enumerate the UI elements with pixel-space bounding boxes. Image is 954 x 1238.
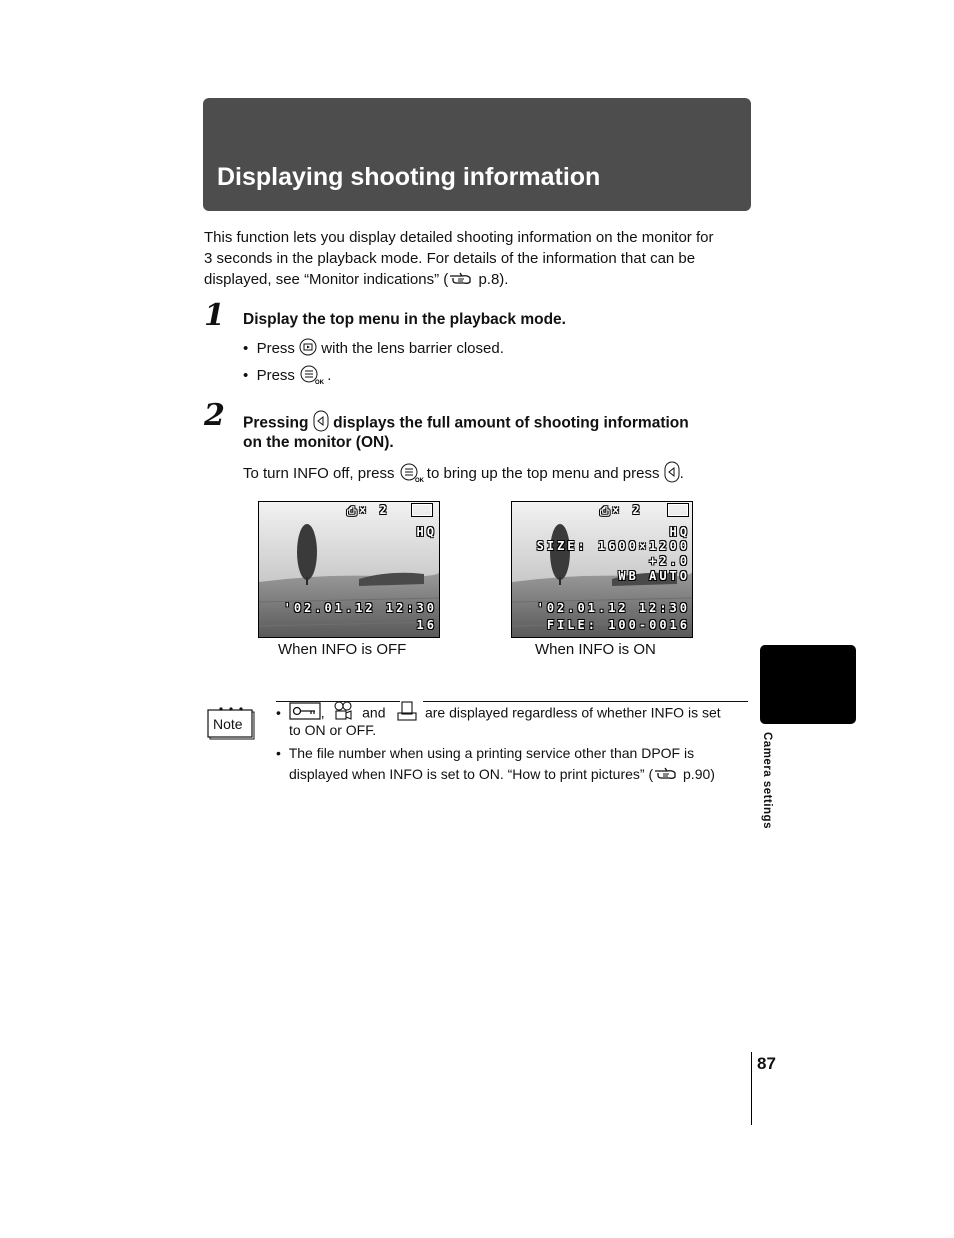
print-order-icon xyxy=(397,700,417,728)
intro-line-3: displayed, see “Monitor indications” ( p.8). xyxy=(204,269,754,291)
intro-line-1: This function lets you display detailed shooting information on the monitor for xyxy=(204,229,714,246)
white-balance: WB AUTO xyxy=(618,569,690,583)
svg-text:OK: OK xyxy=(315,380,325,386)
intro-line-2: 3 seconds in the playback mode. For details of the information that can be xyxy=(204,250,696,267)
left-arrow-button-icon xyxy=(664,461,680,487)
image-size: SIZE: 1600×1200 xyxy=(536,539,690,553)
playback-button-icon xyxy=(299,338,317,360)
print-icon: ⎙ xyxy=(347,504,360,518)
svg-text:OK: OK xyxy=(414,478,424,484)
frame-number: 16 xyxy=(416,618,437,632)
pointing-hand-icon xyxy=(653,765,679,786)
note-bullet-2: • The file number when using a printing service other than DPOF is xyxy=(276,745,695,761)
pointing-hand-icon xyxy=(448,270,474,291)
file-number: FILE: 100-0016 xyxy=(546,618,690,632)
step1-bullet-1: • Press with the lens barrier closed. xyxy=(243,338,504,360)
left-arrow-button-icon xyxy=(313,410,329,437)
quality-label: HQ xyxy=(669,525,690,539)
landscape-photo xyxy=(259,502,439,637)
caption-info-on: When INFO is ON xyxy=(535,641,656,658)
note-badge xyxy=(207,706,253,738)
title-bar xyxy=(203,98,751,211)
note-bullet-2-line-2: displayed when INFO is set to ON. “How to print pictures” ( p.90) xyxy=(289,764,715,786)
page-number-rule xyxy=(751,1052,752,1125)
step-number-1: 1 xyxy=(204,298,225,333)
step2-subtext: To turn INFO off, press OK to bring up the top menu and press . xyxy=(243,461,684,487)
chapter-label: Camera settings xyxy=(761,732,773,829)
note-label: Note xyxy=(213,716,243,732)
intro-paragraph xyxy=(204,227,754,291)
print-count: × 2 xyxy=(359,503,390,517)
quality-label: HQ xyxy=(416,525,437,539)
step-number-2: 2 xyxy=(204,398,225,433)
step1-bullet-2: • Press OK . xyxy=(243,363,331,389)
screen-info-off xyxy=(258,501,440,638)
menu-ok-button-icon xyxy=(299,363,323,389)
step2-heading-line-2: on the monitor (ON). xyxy=(243,434,394,451)
note-bullet-1: • , and are displayed regardless of whether INFO is set xyxy=(276,700,721,728)
page-title: Displaying shooting information xyxy=(217,163,601,191)
chapter-tab xyxy=(760,645,856,724)
exposure-value: +2.0 xyxy=(649,554,690,568)
page-number: 87 xyxy=(757,1054,776,1073)
print-icon: ⎙ xyxy=(600,504,613,518)
note-bullet-1-line-2: to ON or OFF. xyxy=(289,722,377,738)
print-count: × 2 xyxy=(612,503,643,517)
date-time: '02.01.12 12:30 xyxy=(283,601,437,615)
screen-info-on xyxy=(511,501,693,638)
caption-info-off: When INFO is OFF xyxy=(278,641,407,658)
battery-icon xyxy=(668,504,688,516)
battery-icon xyxy=(412,504,432,516)
menu-ok-button-icon xyxy=(399,461,423,487)
date-time: '02.01.12 12:30 xyxy=(536,601,690,615)
step2-heading: Pressing displays the full amount of shooting information xyxy=(243,410,689,437)
step1-heading: Display the top menu in the playback mode. xyxy=(243,311,566,328)
